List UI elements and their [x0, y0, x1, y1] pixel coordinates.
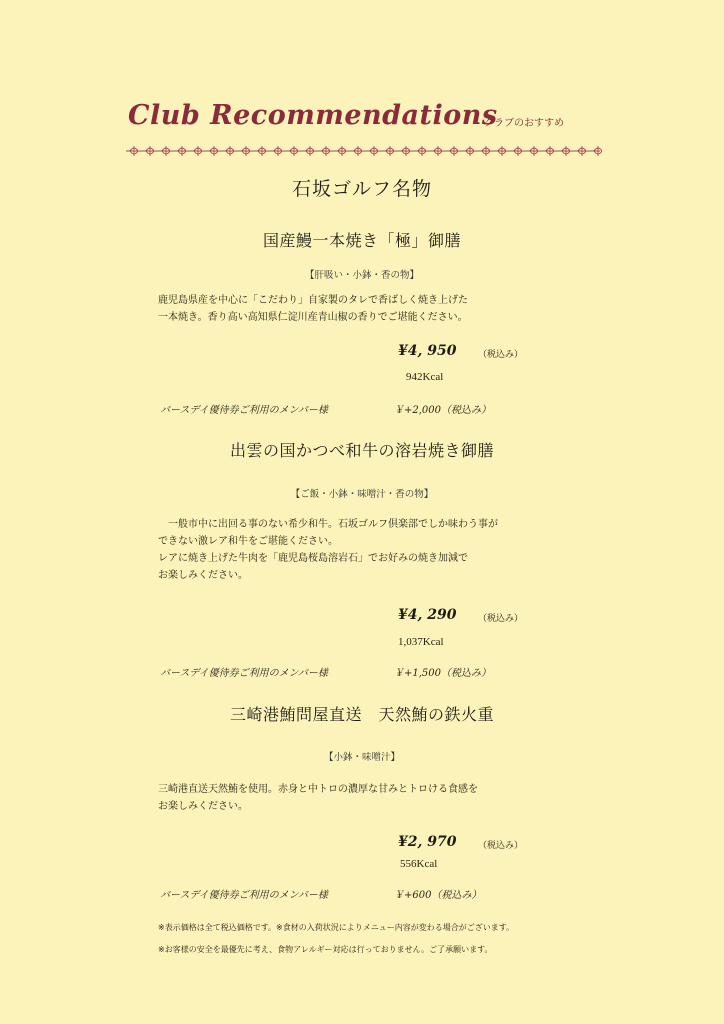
description-line: 一般市中に出回る事のない希少和牛。石坂ゴルフ倶楽部でしか味わう事が — [158, 519, 498, 530]
dish-price: ¥2, 970 — [398, 834, 457, 850]
club-recommendations-title: Club Recommendations — [128, 100, 498, 131]
member-offer-price: ￥+600（税込み） — [394, 890, 482, 901]
header — [128, 100, 608, 140]
dish-calories: 942Kcal — [406, 371, 444, 383]
dish-description — [158, 292, 598, 326]
dish-name: 国産鰻一本焼き「極」御膳 — [262, 231, 461, 250]
dish-sides: 【肝吸い・小鉢・香の物】 — [304, 270, 419, 281]
member-offer-label: バースデイ優待券ご利用のメンバー様 — [160, 668, 328, 679]
dish-calories: 556Kcal — [400, 858, 438, 870]
section-title: 石坂ゴルフ名物 — [291, 178, 432, 200]
decorative-border-ornament — [124, 144, 602, 158]
dish-name: 三崎港鮪問屋直送 天然鮪の鉄火重 — [229, 705, 494, 724]
dish-description — [158, 781, 598, 815]
member-offer-price: ￥+1,500（税込み） — [394, 668, 492, 679]
header-subtitle: クラブのおすすめ — [484, 118, 565, 129]
tax-label: （税込み） — [478, 614, 524, 624]
description-line: できない激レア和牛をご堪能ください。 — [158, 536, 338, 547]
footer-note: ※お客様の安全を最優先に考え、食物アレルギー対応は行っておりません。ご了承願います。 — [158, 945, 493, 954]
description-line: 三崎港直送天然鮪を使用。赤身と中トロの濃厚な甘みとトロける食感を — [158, 784, 478, 795]
description-line: お楽しみください。 — [158, 801, 248, 812]
dish-sides: 【ご飯・小鉢・味噌汁・香の物】 — [290, 489, 434, 500]
member-offer-label: バースデイ優待券ご利用のメンバー様 — [160, 890, 328, 901]
description-line: お楽しみください。 — [158, 570, 248, 581]
description-line: 一本焼き。香り高い高知県仁淀川産青山椒の香りでご堪能ください。 — [158, 312, 468, 323]
member-offer-label: バースデイ優待券ご利用のメンバー様 — [160, 405, 328, 416]
footer-note: ※表示価格は全て税込価格です。※食材の入荷状況によりメニュー内容が変わる場合がございます。 — [158, 923, 515, 932]
dish-name: 出雲の国かつべ和牛の溶岩焼き御膳 — [229, 441, 494, 460]
dish-price: ¥4, 290 — [398, 607, 457, 623]
tax-label: （税込み） — [478, 350, 524, 360]
dish-description — [158, 516, 598, 584]
member-offer-price: ￥+2,000（税込み） — [394, 405, 492, 416]
dish-price: ¥4, 950 — [398, 343, 457, 359]
description-line: 鹿児島県産を中心に「こだわり」自家製のタレで香ばしく焼き上げた — [158, 295, 468, 306]
tax-label: （税込み） — [478, 841, 524, 851]
description-line: レアに焼き上げた牛肉を「鹿児島桜島溶岩石」でお好みの焼き加減で — [158, 553, 468, 564]
dish-sides: 【小鉢・味噌汁】 — [323, 752, 400, 763]
dish-calories: 1,037Kcal — [398, 636, 444, 648]
